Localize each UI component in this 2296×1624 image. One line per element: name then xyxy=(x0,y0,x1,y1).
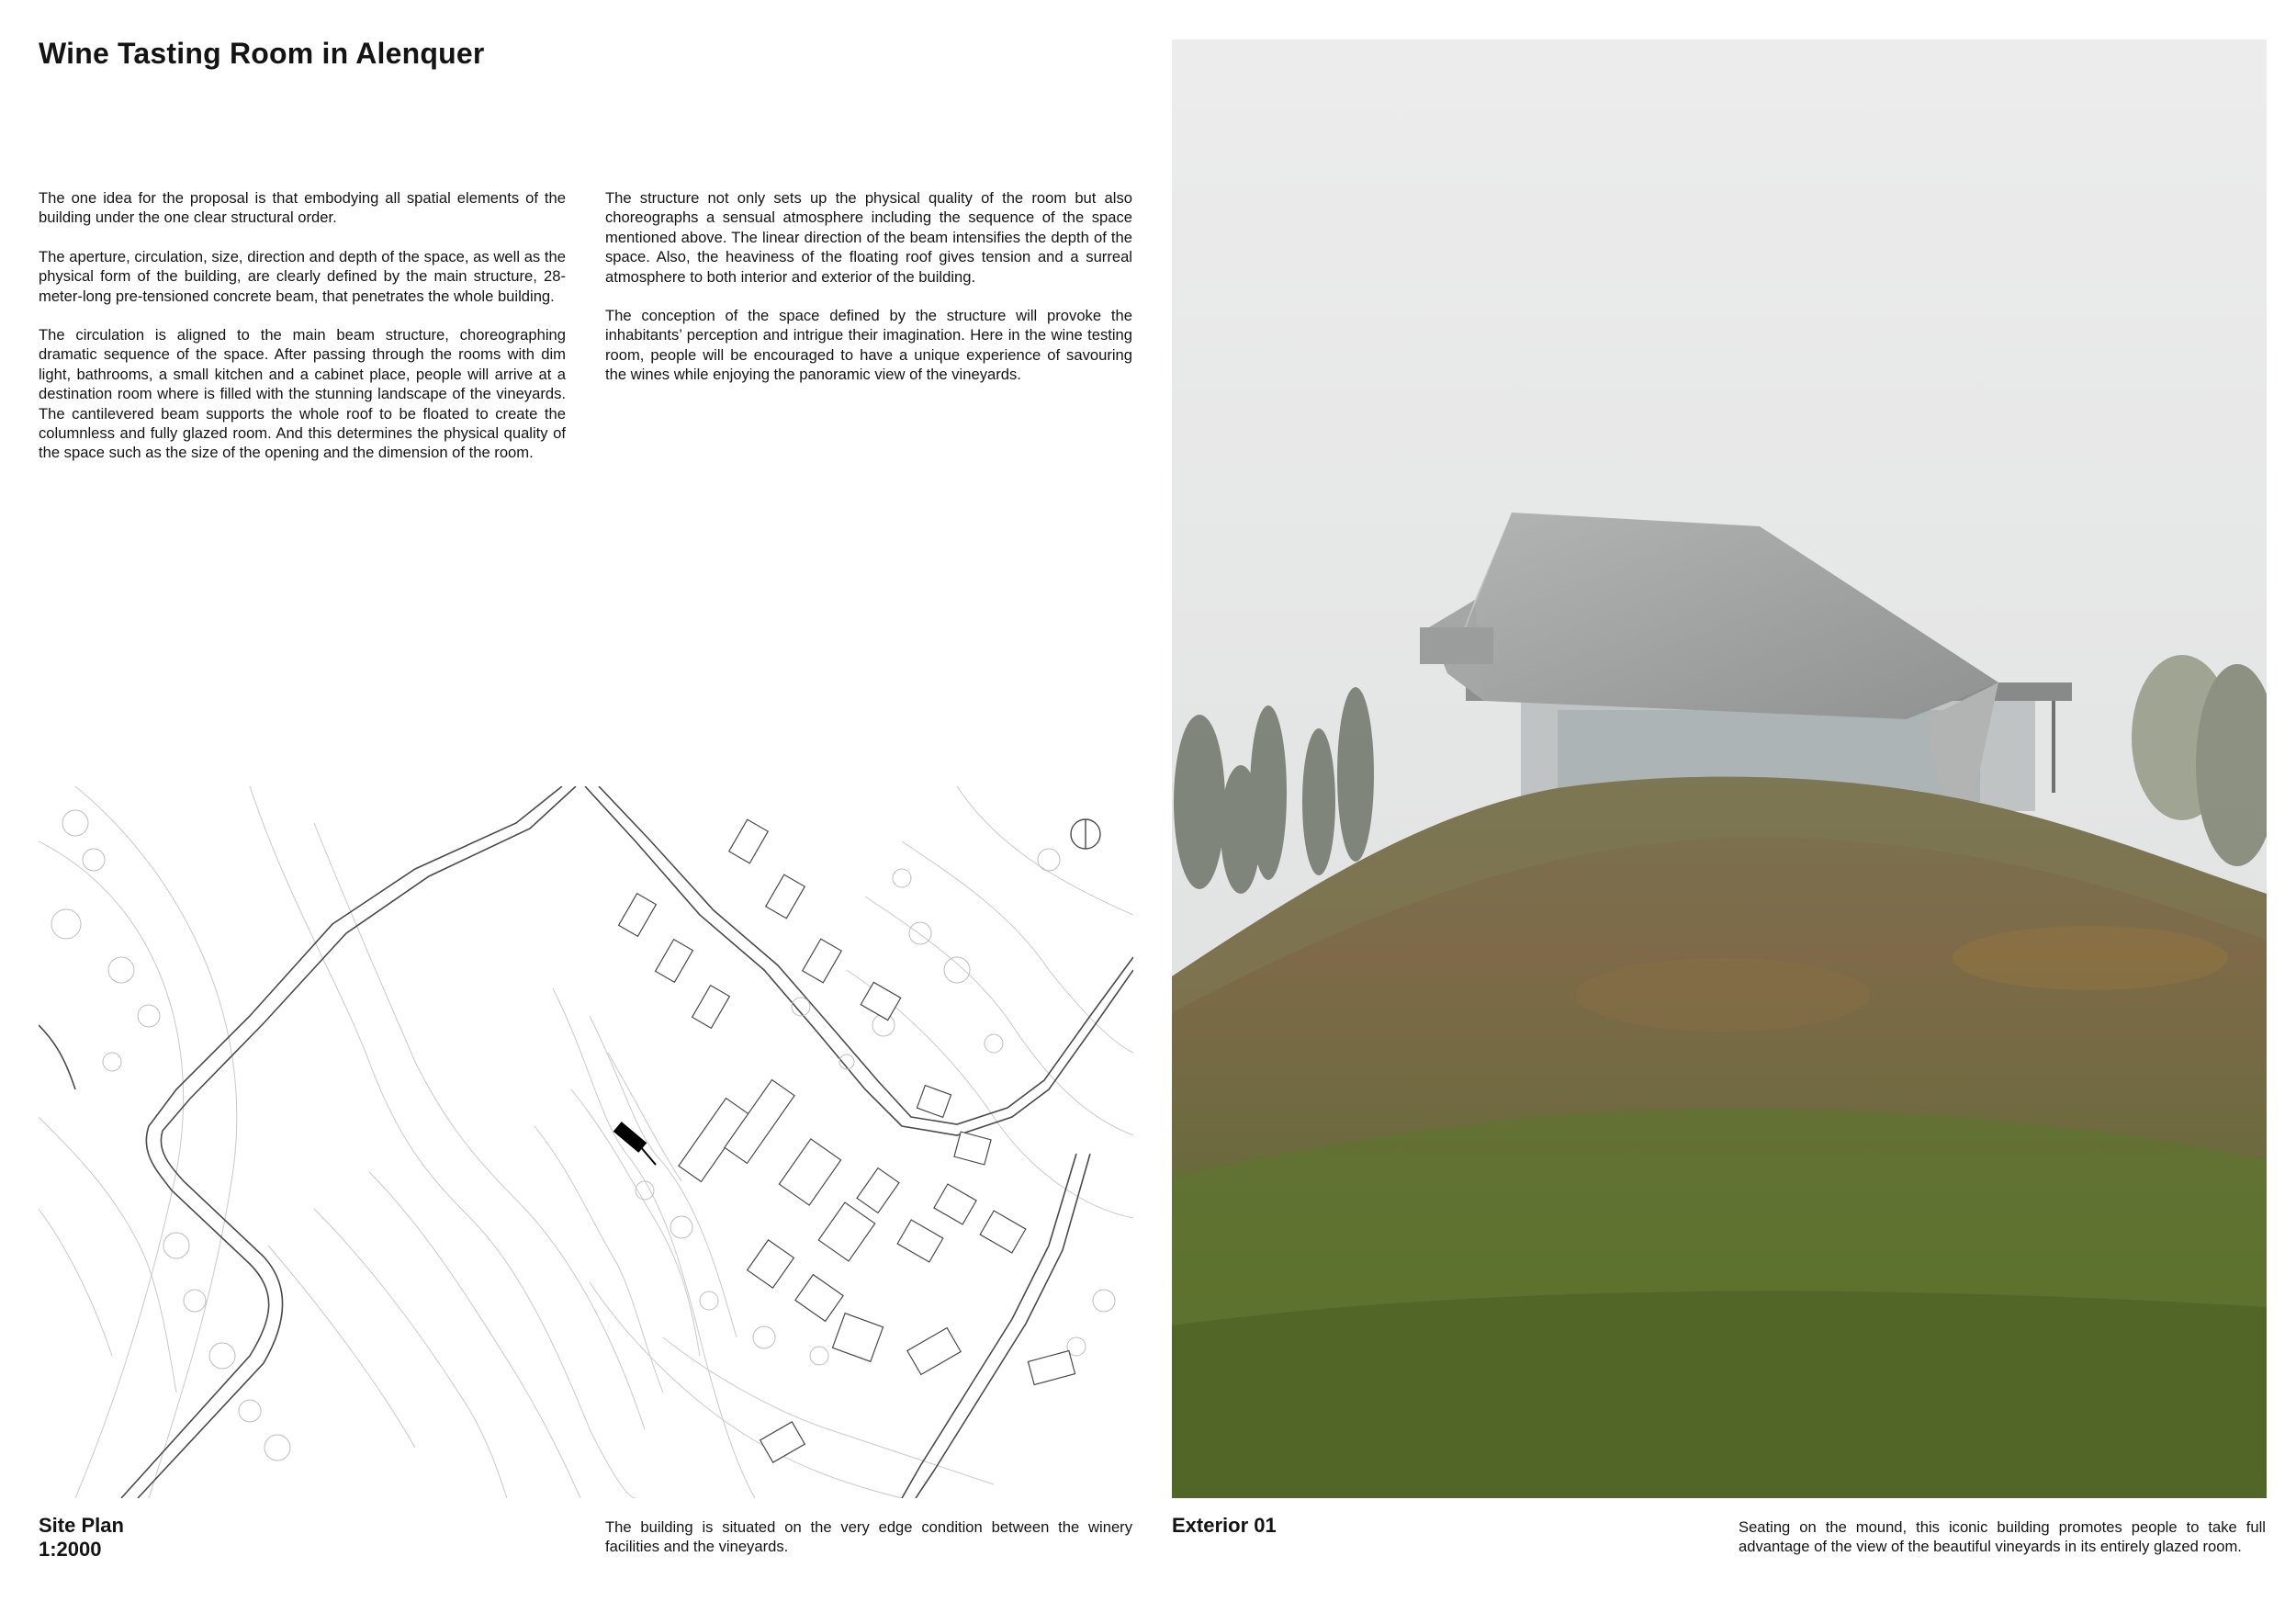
north-arrow-icon xyxy=(1071,819,1100,849)
text-column-right xyxy=(605,188,1132,404)
exterior-description: Seating on the mound, this iconic building promotes people to take full advantage of the view of the beautiful vineyards in its entirely glazed room. xyxy=(1739,1518,2266,1556)
paragraph: The conception of the space defined by the structure will provoke the inhabitants’ perception and intrigue their imagination. Here in the wine testing room, people will be encouraged to have a unique experience of savouring the wines while enjoying the panoramic view of the vineyards. xyxy=(605,307,1132,384)
page-title: Wine Tasting Room in Alenquer xyxy=(39,37,485,70)
site-plan-label: Site Plan xyxy=(39,1514,124,1537)
paragraph: The one idea for the proposal is that embodying all spatial elements of the building under the one clear structural order. xyxy=(39,189,566,227)
paragraph: The circulation is aligned to the main beam structure, choreographing dramatic sequence of the space. After passing through the rooms with dim light, bathrooms, a small kitchen and a cabinet place, people will arrive at a destination room where is filled with the stunning landscape of the vineyards. The cantilevered beam supports the whole roof to be floated to create the columnless and fully glazed room. And this determines the physical quality of the space such as the size of the opening and the dimension of the room. xyxy=(39,326,566,462)
paragraph: The aperture, circulation, size, direction and depth of the space, as well as the physical form of the building, are clearly defined by the main structure, 28-meter-long pre-tensioned concrete beam, that penetrates the whole building. xyxy=(39,247,566,305)
text-column-left xyxy=(39,188,566,482)
exterior-render xyxy=(1172,39,2267,1498)
paragraph: The structure not only sets up the physical quality of the room but also choreographs a sensual atmosphere including the sequence of the space mentioned above. The linear direction of the beam intensifies the depth of the space. Also, the heaviness of the floating roof gives tension and a surreal atmosphere to both interior and exterior of the building. xyxy=(605,189,1132,286)
site-plan-caption xyxy=(39,1514,124,1562)
site-plan-description: The building is situated on the very edge condition between the winery facilities and the vineyards. xyxy=(605,1518,1132,1556)
site-plan-drawing xyxy=(39,786,1133,1498)
site-plan-scale: 1:2000 xyxy=(39,1538,102,1561)
exterior-label: Exterior 01 xyxy=(1172,1514,1277,1537)
